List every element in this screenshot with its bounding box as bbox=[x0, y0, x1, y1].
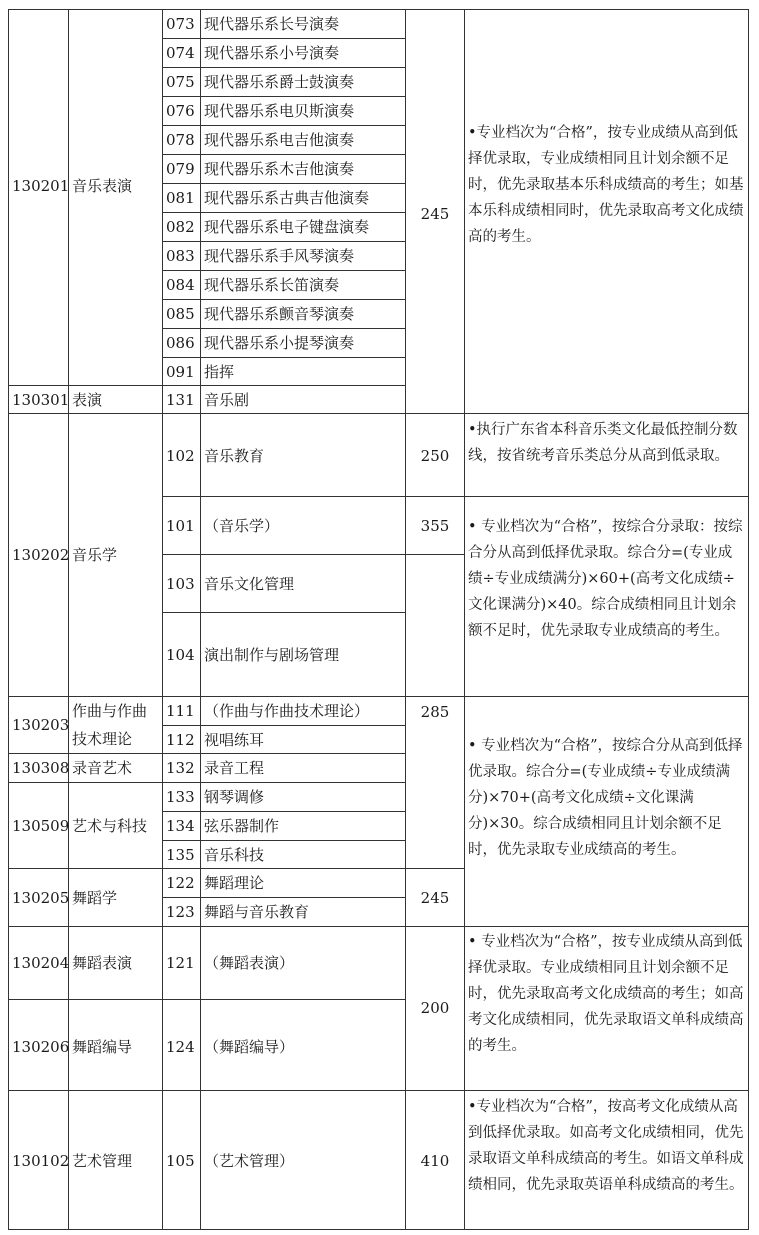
sub-code: 103 bbox=[166, 575, 195, 593]
sub-code: 084 bbox=[166, 276, 195, 294]
major-name: 表演 bbox=[72, 391, 103, 409]
sub-code: 078 bbox=[166, 131, 195, 149]
sub-name: 音乐教育 bbox=[204, 447, 265, 465]
admission-rule: • 专业档次为“合格”，按综合分从高到低择优录取。综合分=(专业成绩÷专业成绩满分)×70+(高考文化成绩÷文化课满分)×30。综合成绩相同且计划余额不足时，优先录取专业成绩高的考生。 bbox=[468, 738, 743, 858]
sub-name: （音乐学） bbox=[204, 517, 280, 535]
sub-code: 131 bbox=[166, 391, 195, 409]
sub-code: 073 bbox=[166, 15, 195, 33]
plan-quota: 245 bbox=[420, 889, 450, 907]
sub-code: 101 bbox=[166, 517, 195, 535]
sub-code: 079 bbox=[166, 160, 195, 178]
sub-name: 音乐剧 bbox=[204, 391, 250, 409]
plan-quota: 285 bbox=[420, 703, 450, 721]
major-name: 艺术与科技 bbox=[72, 817, 148, 835]
sub-code: 135 bbox=[166, 846, 195, 864]
sub-code: 085 bbox=[166, 305, 195, 323]
admission-rule: • 专业档次为“合格”，按专业成绩从高到低择优录取。专业成绩相同且计划余额不足时，优先录取高考文化成绩高的考生；如高考文化成绩相同，优先录取语文单科成绩高的考生。 bbox=[468, 934, 744, 1054]
sub-name: 录音工程 bbox=[204, 759, 265, 777]
major-code: 130102 bbox=[12, 1152, 70, 1170]
sub-code: 076 bbox=[166, 102, 195, 120]
sub-name: 现代器乐系小提琴演奏 bbox=[204, 334, 355, 352]
sub-code: 124 bbox=[166, 1038, 195, 1056]
sub-name: （舞蹈表演） bbox=[204, 954, 295, 972]
admission-rule: •专业档次为“合格”，按高考文化成绩从高到低择优录取。如高考文化成绩相同，优先录取语文单科成绩高的考生。如语文单科成绩相同，优先录取英语单科成绩高的考生。 bbox=[468, 1099, 744, 1193]
admission-rule: • 专业档次为“合格”，按综合分录取：按综合分从高到低择优录取。综合分=(专业成绩÷专业成绩满分)×60+(高考文化成绩÷文化课满分)×40。综合成绩相同且计划余额不足时，优先录取专业成绩高的考生。 bbox=[468, 519, 743, 639]
sub-name: 现代器乐系电吉他演奏 bbox=[204, 131, 355, 149]
plan-quota: 245 bbox=[420, 205, 450, 223]
major-name: 舞蹈编导 bbox=[72, 1038, 133, 1056]
major-code: 130509 bbox=[12, 817, 70, 835]
sub-name: 弦乐器制作 bbox=[204, 817, 280, 835]
major-code: 130204 bbox=[12, 954, 70, 972]
sub-code: 086 bbox=[166, 334, 195, 352]
sub-code: 091 bbox=[166, 363, 195, 381]
sub-code: 082 bbox=[166, 218, 195, 236]
sub-name: （舞蹈编导） bbox=[204, 1038, 295, 1056]
sub-name: 钢琴调修 bbox=[204, 788, 265, 806]
sub-name: 现代器乐系长号演奏 bbox=[204, 15, 340, 33]
admission-rule: •专业档次为“合格”，按专业成绩从高到低择优录取，专业成绩相同且计划余额不足时，优先录取基本乐科成绩高的考生；如基本乐科成绩相同时，优先录取高考文化成绩高的考生。 bbox=[468, 125, 744, 245]
sub-code: 132 bbox=[166, 759, 195, 777]
plan-quota: 250 bbox=[420, 447, 450, 465]
sub-code: 122 bbox=[166, 874, 195, 892]
sub-name: 现代器乐系长笛演奏 bbox=[204, 276, 340, 294]
sub-name: （艺术管理） bbox=[204, 1152, 295, 1170]
major-name: 舞蹈学 bbox=[72, 889, 118, 907]
plan-quota: 410 bbox=[420, 1152, 450, 1170]
sub-name: 演出制作与剧场管理 bbox=[204, 646, 340, 664]
major-code: 130301 bbox=[12, 391, 70, 409]
major-name: 舞蹈表演 bbox=[72, 954, 133, 972]
major-code: 130202 bbox=[12, 546, 70, 564]
major-name: 音乐学 bbox=[72, 546, 118, 564]
sub-name: 现代器乐系电子键盘演奏 bbox=[204, 218, 370, 236]
sub-code: 102 bbox=[166, 447, 195, 465]
major-code: 130203 bbox=[12, 716, 70, 734]
sub-code: 112 bbox=[166, 731, 195, 749]
sub-name: 现代器乐系木吉他演奏 bbox=[204, 160, 355, 178]
major-code: 130308 bbox=[12, 759, 70, 777]
sub-name: 现代器乐系爵士鼓演奏 bbox=[204, 73, 355, 91]
sub-code: 133 bbox=[166, 788, 195, 806]
admission-rule: •执行广东省本科音乐类文化最低控制分数线，按省统考音乐类总分从高到低录取。 bbox=[468, 422, 738, 464]
major-name: 音乐表演 bbox=[72, 177, 133, 195]
sub-name: 舞蹈与音乐教育 bbox=[204, 903, 310, 921]
plan-quota: 355 bbox=[420, 517, 450, 535]
sub-code: 081 bbox=[166, 189, 195, 207]
major-name: 技术理论 bbox=[72, 730, 133, 748]
sub-code: 083 bbox=[166, 247, 195, 265]
sub-code: 111 bbox=[166, 702, 195, 720]
sub-code: 074 bbox=[166, 44, 195, 62]
sub-name: 舞蹈理论 bbox=[204, 874, 265, 892]
sub-name: 现代器乐系古典吉他演奏 bbox=[204, 189, 370, 207]
major-code: 130205 bbox=[12, 889, 70, 907]
sub-name: 音乐文化管理 bbox=[204, 575, 295, 593]
major-name: 录音艺术 bbox=[72, 759, 133, 777]
sub-code: 104 bbox=[166, 646, 195, 664]
major-name: 艺术管理 bbox=[72, 1152, 133, 1170]
sub-code: 105 bbox=[166, 1152, 195, 1170]
sub-name: 现代器乐系手风琴演奏 bbox=[204, 247, 355, 265]
major-code: 130201 bbox=[12, 177, 70, 195]
sub-code: 123 bbox=[166, 903, 195, 921]
sub-name: 现代器乐系小号演奏 bbox=[204, 44, 340, 62]
major-name: 作曲与作曲 bbox=[72, 702, 148, 720]
sub-name: 视唱练耳 bbox=[204, 731, 265, 749]
sub-name: 音乐科技 bbox=[204, 846, 265, 864]
plan-quota: 200 bbox=[420, 999, 450, 1017]
sub-name: （作曲与作曲技术理论） bbox=[204, 702, 370, 720]
major-code: 130206 bbox=[12, 1038, 70, 1056]
sub-name: 现代器乐系颤音琴演奏 bbox=[204, 305, 355, 323]
sub-name: 指挥 bbox=[204, 363, 235, 381]
sub-name: 现代器乐系电贝斯演奏 bbox=[204, 102, 355, 120]
sub-code: 075 bbox=[166, 73, 195, 91]
sub-code: 121 bbox=[166, 954, 195, 972]
sub-code: 134 bbox=[166, 817, 195, 835]
